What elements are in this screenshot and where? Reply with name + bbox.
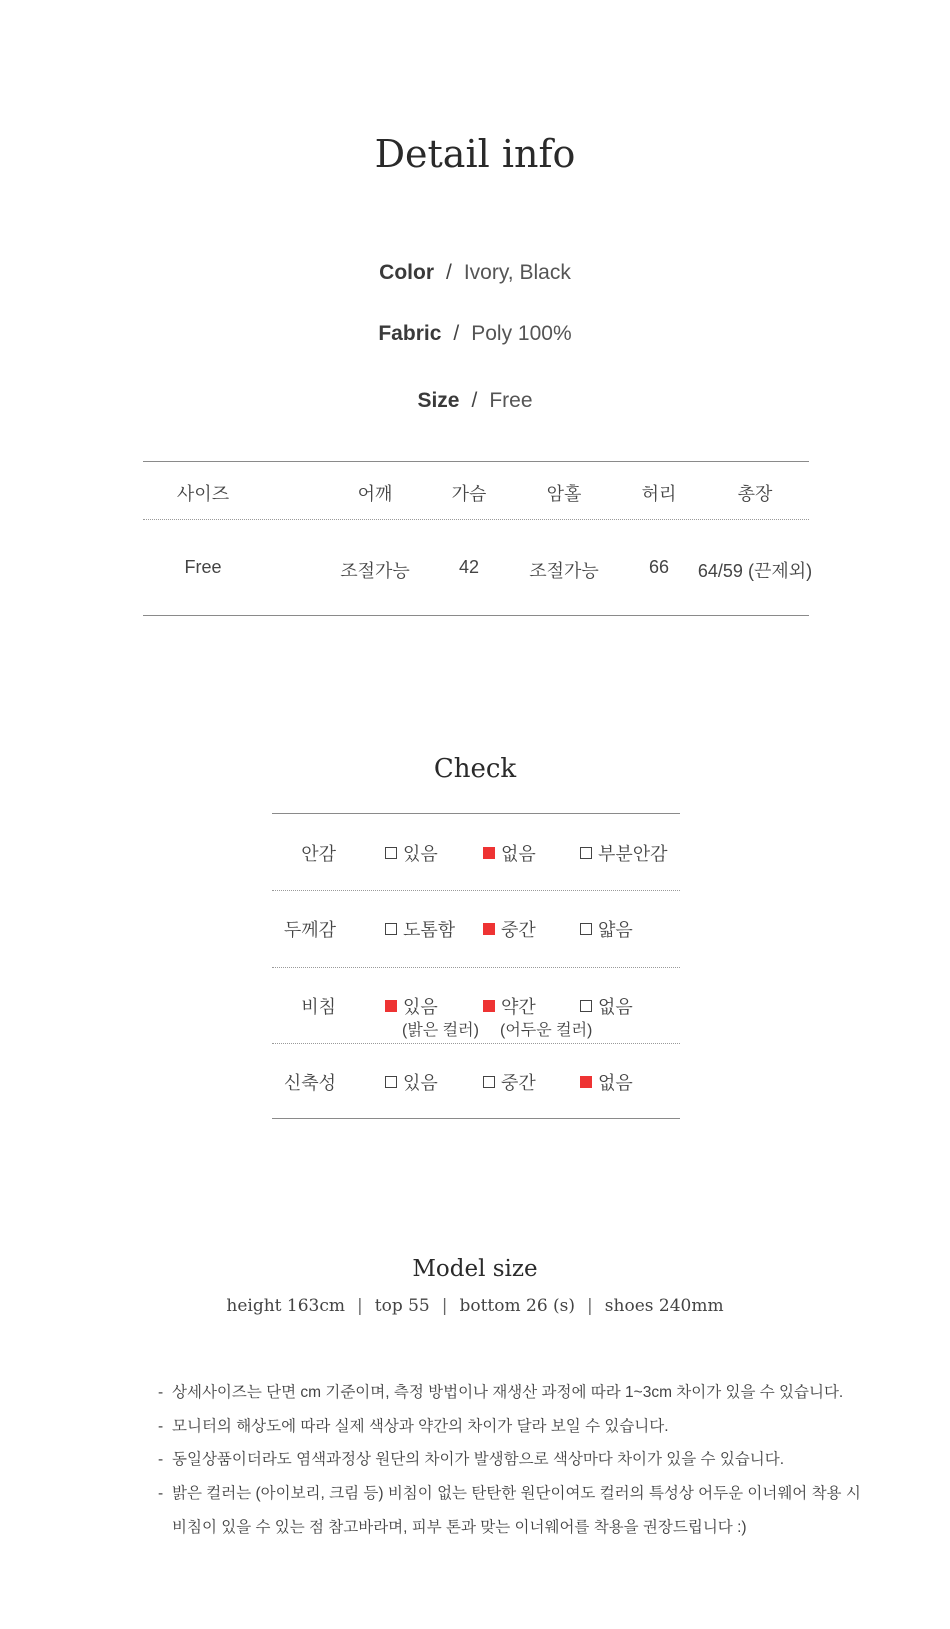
size-table-cell: 조절가능 — [529, 561, 599, 581]
model-top: top 55 — [374, 1296, 430, 1316]
check-option — [580, 993, 633, 1019]
checked-box-icon — [483, 923, 495, 935]
size-table-header: 어깨 — [357, 484, 393, 504]
check-option — [483, 840, 536, 866]
check-option — [483, 916, 536, 942]
note-dash: - — [158, 1418, 164, 1435]
size-table-header: 허리 — [641, 484, 677, 504]
check-bottom-rule — [272, 1118, 680, 1119]
check-label-thickness: 두께감 — [283, 920, 336, 940]
checked-box-icon — [385, 1000, 397, 1012]
size-table-cell: 조절가능 — [340, 561, 410, 581]
fabric-separator: / — [453, 322, 460, 345]
size-table-cell: Free — [184, 557, 222, 577]
fabric-line — [0, 322, 950, 346]
note-text: 밝은 컬러는 (아이보리, 크림 등) 비침이 없는 탄탄한 원단이여도 컬러의 특성상 어두운 이너웨어 착용 시 — [172, 1485, 861, 1502]
checkbox-icon — [580, 1000, 592, 1012]
note-text: 비침이 있을 수 있는 점 참고바라며, 피부 톤과 맞는 이너웨어를 착용을 권장드립니다 :) — [172, 1519, 747, 1536]
note-dash: - — [158, 1485, 164, 1502]
checkbox-icon — [385, 847, 397, 859]
checked-box-icon — [483, 1000, 495, 1012]
check-option-note: (밝은 컬러) — [402, 1022, 479, 1039]
note-item — [158, 1481, 861, 1503]
check-title: Check — [433, 754, 517, 784]
model-separator: | — [441, 1296, 448, 1316]
check-option-label: 중간 — [501, 920, 536, 940]
check-option-label: 도톰함 — [403, 920, 456, 940]
check-option-note: (어두운 컬러) — [500, 1022, 593, 1039]
size-table-header: 가슴 — [451, 484, 487, 504]
check-option — [580, 916, 633, 942]
size-table-header: 사이즈 — [176, 484, 230, 504]
note-text: 상세사이즈는 단면 cm 기준이며, 측정 방법이나 재생산 과정에 따라 1~3cm 차이가 있을 수 있습니다. — [172, 1384, 844, 1401]
note-dash: - — [158, 1451, 164, 1468]
checked-box-icon — [483, 847, 495, 859]
check-rule — [272, 1043, 680, 1044]
check-label-stretch: 신축성 — [283, 1073, 336, 1093]
detail-info-title: Detail info — [374, 132, 576, 176]
check-option-label: 중간 — [501, 1073, 536, 1093]
size-table-cell: 42 — [458, 557, 480, 577]
size-line — [0, 389, 950, 413]
color-value: Ivory, Black — [463, 261, 571, 284]
checkbox-icon — [580, 923, 592, 935]
note-item — [158, 1414, 669, 1436]
check-option-label: 약간 — [501, 997, 536, 1017]
check-option-label: 없음 — [598, 997, 633, 1017]
size-table-header: 총장 — [737, 484, 773, 504]
check-option — [385, 840, 438, 866]
check-option-label: 있음 — [403, 844, 438, 864]
model-separator: | — [357, 1296, 363, 1316]
check-option-label: 있음 — [403, 997, 438, 1017]
check-option-label: 없음 — [501, 844, 536, 864]
size-table-cell: 66 — [648, 557, 670, 577]
check-label-lining: 안감 — [301, 844, 336, 864]
check-option — [580, 1069, 633, 1095]
note-text: 동일상품이더라도 염색과정상 원단의 차이가 발생함으로 색상마다 차이가 있을 수 있습니다. — [172, 1451, 785, 1468]
fabric-value: Poly 100% — [471, 322, 572, 345]
size-table-top-rule — [143, 461, 809, 462]
note-text: 모니터의 해상도에 따라 실제 색상과 약간의 차이가 달라 보일 수 있습니다. — [172, 1418, 669, 1435]
note-dash: - — [158, 1384, 164, 1401]
checked-box-icon — [580, 1076, 592, 1088]
size-table-mid-rule — [143, 519, 809, 520]
check-option — [483, 1069, 536, 1095]
checkbox-icon — [385, 1076, 397, 1088]
check-option-label: 얇음 — [598, 920, 633, 940]
note-item-continued — [158, 1515, 747, 1537]
model-size-title: Model size — [412, 1256, 538, 1282]
size-table-header: 암홀 — [546, 484, 582, 504]
note-item — [158, 1380, 843, 1402]
size-label: Size — [417, 389, 460, 412]
check-option — [385, 916, 455, 942]
check-option-label: 부분안감 — [598, 844, 668, 864]
checkbox-icon — [580, 847, 592, 859]
color-line — [0, 261, 950, 285]
check-option — [385, 993, 438, 1019]
check-label-sheerness: 비침 — [301, 997, 336, 1017]
note-item — [158, 1447, 784, 1469]
check-option — [483, 993, 536, 1019]
size-value: Free — [489, 389, 533, 412]
check-option-label: 없음 — [598, 1073, 633, 1093]
size-table-cell: 64/59 (끈제외) — [697, 561, 813, 581]
check-top-rule — [272, 813, 680, 814]
check-rule — [272, 967, 680, 968]
size-table-bottom-rule — [143, 615, 809, 616]
check-option — [580, 840, 668, 866]
size-separator: / — [471, 389, 478, 412]
checkbox-icon — [483, 1076, 495, 1088]
check-rule — [272, 890, 680, 891]
check-option-label: 있음 — [403, 1073, 438, 1093]
model-separator: | — [587, 1296, 593, 1316]
fabric-label: Fabric — [378, 322, 442, 345]
checkbox-icon — [385, 923, 397, 935]
model-size-line — [0, 1296, 950, 1316]
model-bottom: bottom 26 (s) — [459, 1296, 576, 1316]
model-height: height 163cm — [226, 1296, 346, 1316]
color-separator: / — [446, 261, 452, 284]
check-option — [385, 1069, 438, 1095]
model-shoes: shoes 240mm — [604, 1296, 724, 1316]
color-label: Color — [379, 261, 434, 284]
